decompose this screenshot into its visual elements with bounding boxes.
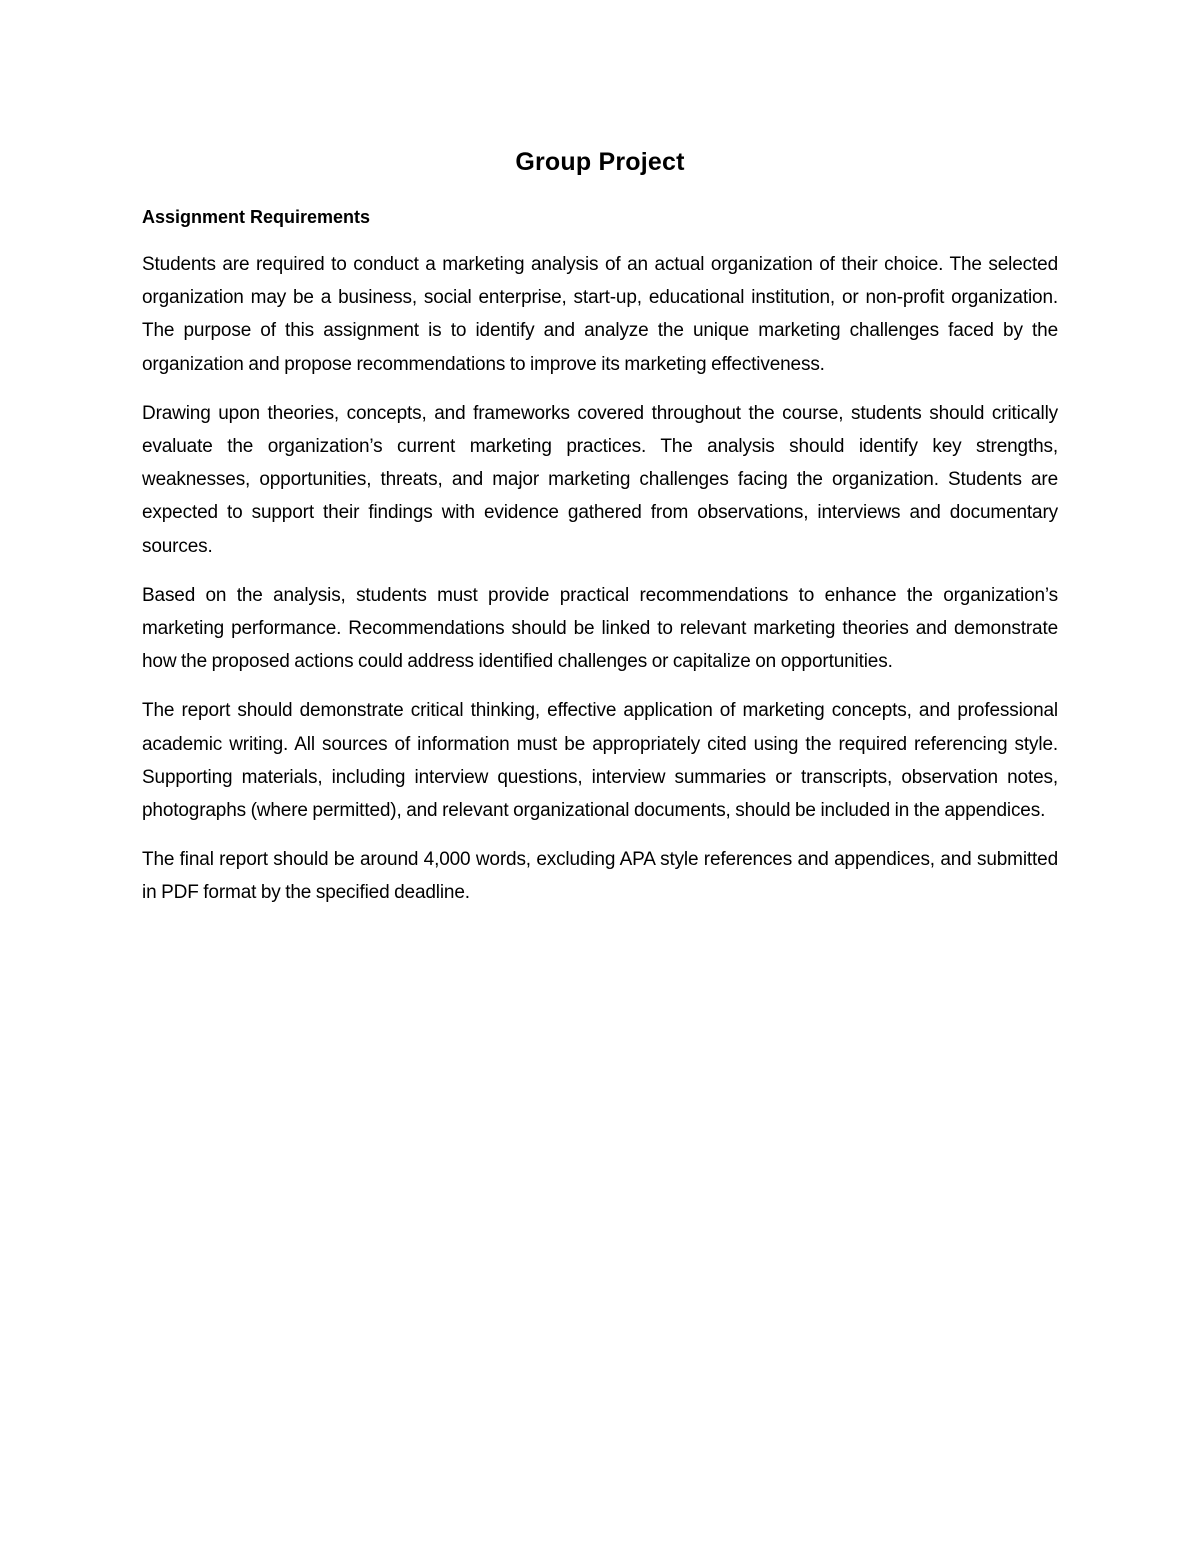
- paragraph-4: The report should demonstrate critical thinking, effective application of marketing concepts, and professional academic writing. All sources of information must be appropriately cited using the required referencing style. Supporting materials, including interview questions, interview summaries or transcripts, observation notes, photographs (where permitted), and relevant organizational documents, should be included in the appendices.: [142, 700, 1058, 822]
- page-title: Group Project: [515, 148, 685, 176]
- paragraph-2: Drawing upon theories, concepts, and frameworks covered throughout the course, students should critically evaluate the organization’s current marketing practices. The analysis should identify key strengths, weaknesses, opportunities, threats, and major marketing challenges facing the organization. Students are expected to support their findings with evidence gathered from observations, interviews and documentary sources.: [142, 402, 1058, 557]
- paragraph-5: The final report should be around 4,000 words, excluding APA style references and appendices, and submitted in PDF format by the specified deadline.: [142, 849, 1058, 904]
- section-heading: Assignment Requirements: [142, 207, 371, 227]
- document-body: [142, 142, 1058, 910]
- paragraph-1: Students are required to conduct a marketing analysis of an actual organization of their choice. The selected organization may be a business, social enterprise, start-up, educational institution, or non-profit organization. The purpose of this assignment is to identify and analyze the unique marketing challenges faced by the organization and propose recommendations to improve its marketing effectiveness.: [142, 254, 1058, 375]
- paragraph-3: Based on the analysis, students must provide practical recommendations to enhance the organization’s marketing performance. Recommendations should be linked to relevant marketing theories and demonstrate how the proposed actions could address identified challenges or capitalize on opportunities.: [142, 584, 1058, 673]
